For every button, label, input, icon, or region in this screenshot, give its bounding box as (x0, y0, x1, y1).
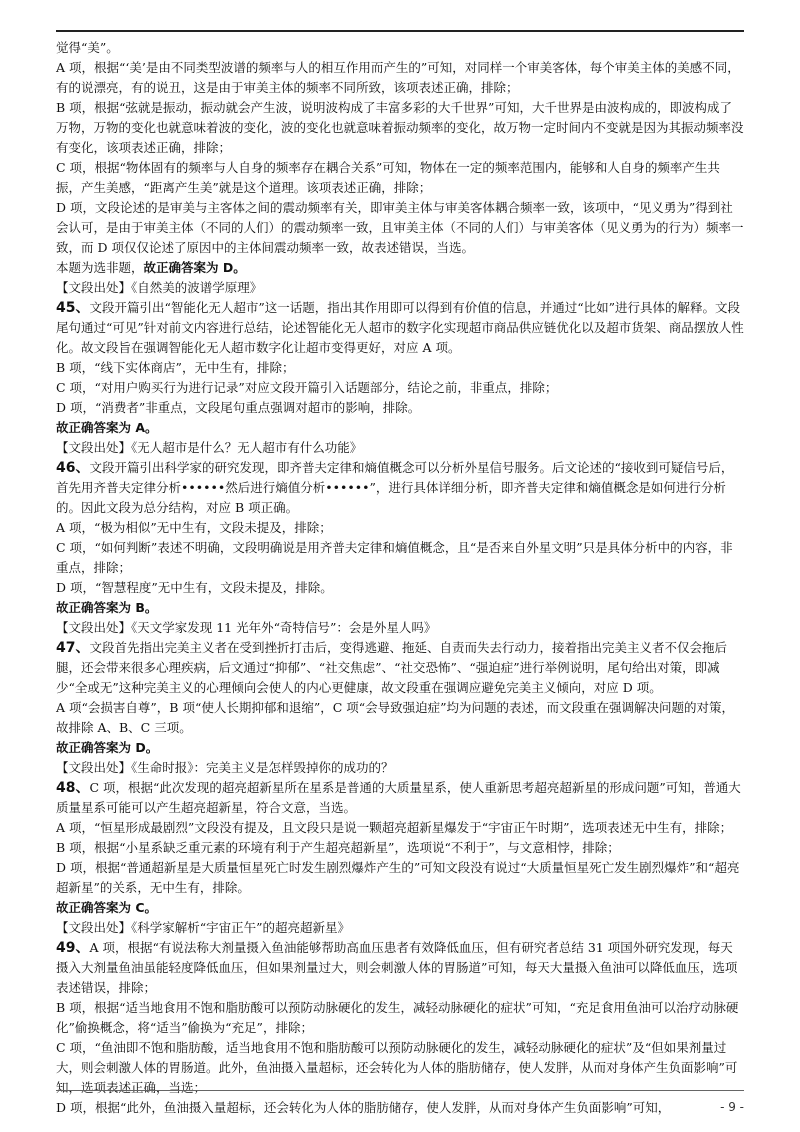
q48-option-b: B 项，根据“小星系缺乏重元素的环境有利于产生超亮超新星”，选项说“不利于”，与文意相悖，排除； (56, 840, 620, 855)
q47-number: 47、 (56, 640, 90, 656)
q44-intro: 觉得“美”。 (56, 40, 119, 55)
q44-option-d: D 项，文段论述的是审美与主客体之间的震动频率有关，即审美主体与审美客体耦合频率一致，该项中，“见义勇为”得到社会认可，是由于审美主体（不同的人们）的震动频率一致，且审美主体（不同的人们）与审美客体（见义勇为的行为）频率一致，而 D 项仅仅论述了原因中的主体间震动频率一致，故表述错误，当选。 (56, 200, 744, 255)
q49-option-a (56, 938, 744, 998)
q46-answer: 故正确答案为 B。 (56, 600, 158, 615)
bottom-rule (56, 1090, 744, 1091)
q48-number: 48、 (56, 780, 90, 796)
q44-source: 【文段出处】《自然美的波谱学原理》 (56, 280, 263, 295)
q48-option-d: D 项，根据“普通超新星是大质量恒星死亡时发生剧烈爆炸产生的”可知文段没有说过“大质量恒星死亡发生剧烈爆炸”和“超亮超新星”的关系，无中生有，排除。 (56, 860, 740, 895)
q49-option-b: B 项，根据“适当地食用不饱和脂肪酸可以预防动脉硬化的发生，减轻动脉硬化的症状”可知，“充足食用鱼油可以治疗动脉硬化”偷换概念，将“适当”偷换为“充足”，排除； (56, 1000, 739, 1035)
q49-number: 49、 (56, 940, 90, 956)
q46-number: 46、 (56, 460, 90, 476)
q45-option-d: D 项，“消费者”非重点，文段尾句重点强调对超市的影响，排除。 (56, 400, 421, 415)
q47-text: 文段首先指出完美主义者在受到挫折打击后，变得逃避、拖延、自责而失去行动力，接着指出完美主义者不仅会拖后腿，还会带来很多心理疾病，后文通过“抑郁”、“社交焦虑”、“社交恐怖”、“强迫症”进行举例说明，尾句给出对策，即减少“全或无”这种完美主义的心理倾向会使人的内心更健康，故文段重在强调应避免完美主义倾向，对应 D 项。 (56, 640, 727, 695)
q46-body (56, 458, 744, 518)
q45-option-c: C 项，“对用户购买行为进行记录”对应文段开篇引入话题部分，结论之前，非重点，排除； (56, 380, 558, 395)
q49-option-c: C 项，“鱼油即不饱和脂肪酸，适当地食用不饱和脂肪酸可以预防动脉硬化的发生，减轻动脉硬化的症状”及“但如果剂量过大，则会刺激人体的胃肠道。此外，鱼油摄入量超标，还会转化为人体的脂肪储存，使人发胖，从而对身体产生负面影响”可知，选项表述正确，当选； (56, 1040, 738, 1095)
q45-number: 45、 (56, 300, 90, 316)
q47-answer: 故正确答案为 D。 (56, 740, 159, 755)
q47-options-abc: A 项“会损害自尊”，B 项“使人长期抑郁和退缩”，C 项“会导致强迫症”均为问题的表述，而文段重在强调解决问题的对策，故排除 A、B、C 三项。 (56, 700, 735, 735)
q46-text: 文段开篇引出科学家的研究发现，即齐普夫定律和熵值概念可以分析外星信号服务。后文论述的“接收到可疑信号后，首先用齐普夫定律分析••••••然后进行熵值分析••••••”，进行具体详细分析，即齐普夫定律和熵值概念是如何进行分析的。因此文段为总分结构，对应 B 项正确。 (56, 460, 734, 515)
q45-body (56, 298, 744, 358)
q46-source: 【文段出处】《天文学家发现 11 光年外“奇特信号”：会是外星人吗》 (56, 620, 437, 635)
q49-text-a: A 项，根据“有说法称大剂量摄入鱼油能够帮助高血压患者有效降低血压，但有研究者总结 31 项国外研究发现，每天摄入大剂量鱼油虽能轻度降低血压，但如果剂量过大，则会刺激人体的胃肠道”可知，每天大量摄入鱼油可以降低血压，选项表述错误，排除； (56, 940, 738, 995)
q48-text: C 项，根据“此次发现的超亮超新星所在星系是普通的大质量星系，使人重新思考超亮超新星的形成问题”可知，普通大质量星系可能可以产生超亮超新星，符合文意，当选。 (56, 780, 741, 815)
q45-option-b: B 项，“线下实体商店”，无中生有，排除； (56, 360, 295, 375)
q48-answer: 故正确答案为 C。 (56, 900, 158, 915)
q44-answer-line (56, 258, 744, 278)
q47-source: 【文段出处】《生命时报》：完美主义是怎样毁掉你的成功的？ (56, 760, 394, 775)
q47-body (56, 638, 744, 698)
top-rule (56, 30, 744, 32)
q44-note: 本题为选非题， (56, 260, 144, 275)
q44-option-a: A 项，根据“‘美’是由不同类型波谱的频率与人的相互作用而产生的”可知，对同样一个审美客体，每个审美主体的美感不同，有的说漂亮，有的说丑，这是由于审美主体的频率不同所致，该项表述正确，排除； (56, 60, 740, 95)
page-number: - 9 - (720, 1100, 744, 1114)
q48-body (56, 778, 744, 818)
q49-option-d: D 项，根据“此外，鱼油摄入量超标，还会转化为人体的脂肪储存，使人发胖，从而对身体产生负面影响”可知， (56, 1100, 671, 1115)
q45-source: 【文段出处】《无人超市是什么？无人超市有什么功能》 (56, 440, 363, 455)
q44-answer: 故正确答案为 D。 (143, 260, 246, 275)
q48-option-a: A 项，“恒星形成最剧烈”文段没有提及，且文段只是说一颗超亮超新星爆发于“宇宙正午时期”，选项表述无中生有，排除； (56, 820, 733, 835)
q44-option-b: B 项，根据“弦就是振动，振动就会产生波，说明波构成了丰富多彩的大千世界”可知，大千世界是由波构成的，即波构成了万物，万物的变化也就意味着波的变化，波的变化也就意味着振动频率的变化，故万物一定时间内不变就是因为其振动频率没有变化，该项表述正确，排除； (56, 100, 744, 155)
q45-answer: 故正确答案为 A。 (56, 420, 158, 435)
q46-option-d: D 项，“智慧程度”无中生有，文段未提及，排除。 (56, 580, 333, 595)
page-content (56, 38, 744, 1118)
q48-source: 【文段出处】《科学家解析“宇宙正午”的超亮超新星》 (56, 920, 351, 935)
q44-option-c: C 项，根据“物体固有的频率与人自身的频率存在耦合关系”可知，物体在一定的频率范围内，能够和人自身的频率产生共振，产生美感，“距离产生美”就是这个道理。该项表述正确，排除； (56, 160, 720, 195)
q46-option-c: C 项，“如何判断”表述不明确，文段明确说是用齐普夫定律和熵值概念，且“是否来自外星文明”只是具体分析中的内容，非重点，排除； (56, 540, 733, 575)
q46-option-a: A 项，“极为相似”无中生有，文段未提及，排除； (56, 520, 332, 535)
q45-text: 文段开篇引出“智能化无人超市”这一话题，指出其作用即可以得到有价值的信息，并通过“比如”进行具体的解释。文段尾句通过“可见”针对前文内容进行总结，论述智能化无人超市的数字化实现超市商品供应链优化以及超市货架、商品摆放人性化。故文段旨在强调智能化无人超市数字化让超市变得更好，对应 A 项。 (56, 300, 744, 355)
